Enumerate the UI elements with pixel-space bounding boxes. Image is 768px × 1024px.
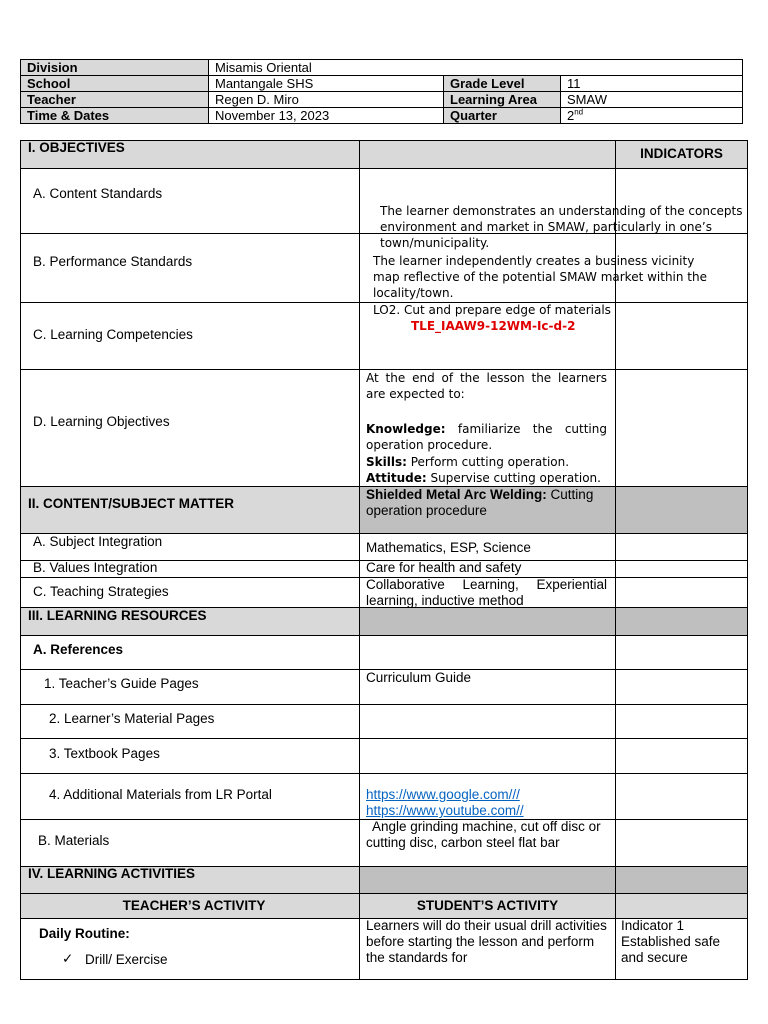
content-heading: II. CONTENT/SUBJECT MATTER [28,496,235,511]
quarter-number: 2 [567,108,575,123]
youtube-link[interactable]: https://www.youtube.com// [366,803,524,818]
quarter-label: Quarter [444,108,561,124]
teacher-activity-heading: TEACHER’S ACTIVITY [122,898,266,913]
learning-objectives-intro: At the end of the lesson the learners are expected to: [366,371,607,401]
teachers-guide-label: 1. Teacher’s Guide Pages [44,676,199,691]
knowledge-label: Knowledge: [366,422,446,436]
student-activity-heading: STUDENT’S ACTIVITY [416,898,559,913]
grade-level-value: 11 [561,76,743,92]
learning-area-value: SMAW [561,92,743,108]
references-label: A. References [33,642,124,657]
content-standards-label: A. Content Standards [33,186,163,201]
competency-code: TLE_IAAW9-12WM-Ic-d-2 [411,319,576,333]
additional-materials-label: 4. Additional Materials from LR Portal [49,787,272,802]
learners-material-label: 2. Learner’s Material Pages [49,711,215,726]
google-link[interactable]: https://www.google.com/// [366,787,520,802]
values-integration-label: B. Values Integration [33,560,158,575]
objectives-heading: I. OBJECTIVES [28,140,125,155]
quarter-value [561,108,743,124]
time-dates-value: November 13, 2023 [209,108,444,124]
division-label: Division [21,60,209,76]
objective-attitude [366,470,607,486]
teaching-strategies-value: Collaborative Learning, Experiential learning, inductive method [366,577,607,608]
checkmark-icon: ✓ [62,951,74,966]
school-label: School [21,76,209,92]
header-table [20,59,743,124]
objective-knowledge [366,421,607,453]
subject-integration-value: Mathematics, ESP, Science [366,540,531,555]
content-topic [366,487,611,519]
teachers-guide-value: Curriculum Guide [366,670,472,685]
quarter-suffix: nd [574,107,584,117]
time-dates-label: Time & Dates [21,108,209,124]
objective-skills [366,454,607,470]
drill-exercise-label: Drill/ Exercise [85,952,168,967]
learning-objectives-label: D. Learning Objectives [33,414,170,429]
teaching-strategies-label: C. Teaching Strategies [33,584,169,599]
performance-standards-label: B. Performance Standards [33,254,193,269]
teacher-label: Teacher [21,92,209,108]
subject-integration-label: A. Subject Integration [33,534,163,549]
daily-routine-label: Daily Routine: [39,926,130,941]
resources-heading: III. LEARNING RESOURCES [28,608,207,623]
attitude-label: Attitude: [366,471,427,485]
skills-text: Perform cutting operation. [410,455,570,469]
indicators-heading: INDICATORS [640,146,723,161]
knowledge-text: familiarize the cutting operation procedure. [366,422,607,452]
materials-value: Angle grinding machine, cut off disc or cutting disc, carbon steel flat bar [366,819,601,850]
attitude-text: Supervise cutting operation. [430,471,601,485]
topic-bold: Shielded Metal Arc Welding: [366,487,547,502]
learning-area-label: Learning Area [444,92,561,108]
values-integration-value: Care for health and safety [366,560,522,575]
performance-standards-text: The learner independently creates a business vicinity map reflective of the potential SMAW market within the locality/town. [373,254,707,300]
indicator-1-text: Indicator 1 Established safe and secure [621,918,721,965]
learning-competencies-text: LO2. Cut and prepare edge of materials [373,303,611,317]
textbook-pages-label: 3. Textbook Pages [49,746,160,761]
content-standards-text-body: The learner demonstrates an understanding of the concepts environment and market in SMAW, particularly in one’s town/municipality. [380,204,743,250]
learning-competencies-label: C. Learning Competencies [33,327,193,342]
topic-rest: Cutting operation procedure [366,487,594,518]
skills-label: Skills: [366,455,407,469]
content-standards-text [380,203,768,251]
teacher-value: Regen D. Miro [209,92,444,108]
school-value: Mantangale SHS [209,76,444,92]
drill-activity-text: Learners will do their usual drill activities before starting the lesson and perform the standards for [366,918,607,965]
division-value: Misamis Oriental [209,60,743,76]
materials-label: B. Materials [38,833,110,848]
activities-heading: IV. LEARNING ACTIVITIES [28,866,196,881]
grade-level-label: Grade Level [444,76,561,92]
